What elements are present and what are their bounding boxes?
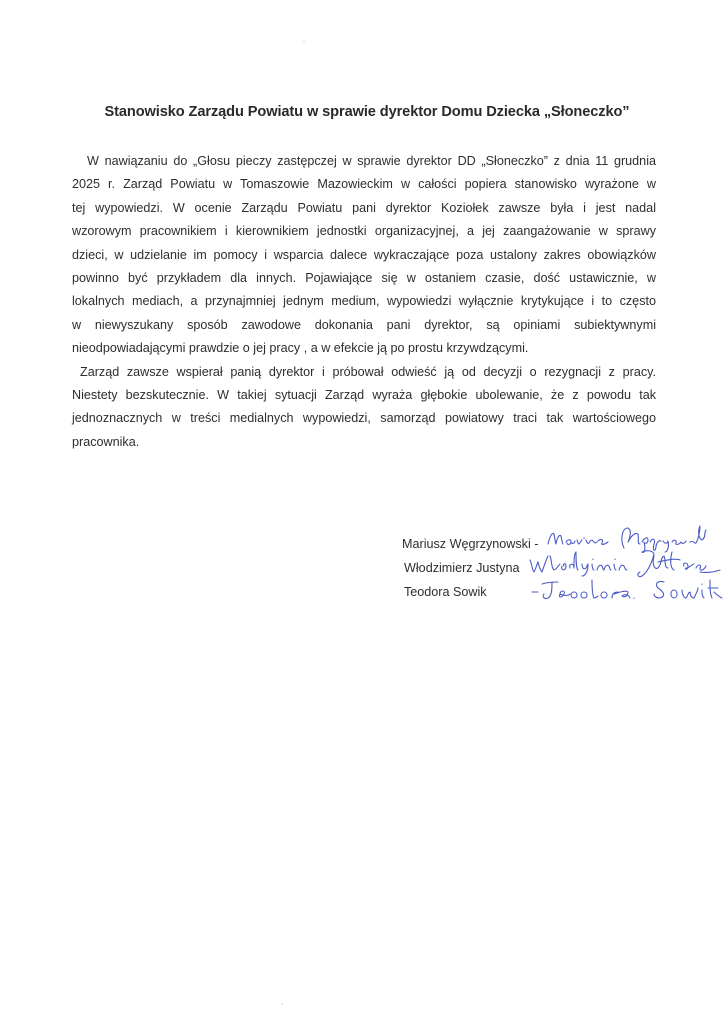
text-line: 2025 r. Zarząd Powiatu w Tomaszowie Mazowieckim w całości popiera stanowisko wyrażone w: [72, 177, 656, 192]
text-line: tej wypowiedzi. W ocenie Zarządu Powiatu pani dyrektor Koziołek zawsze była i jest nadal: [72, 200, 656, 215]
text-line: Niestety bezskutecznie. W takiej sytuacji Zarząd wyraża głębokie ubolewanie, że z powodu tak: [72, 387, 656, 402]
scan-speck: [281, 1003, 283, 1005]
text-line: wzorowym pracownikiem i kierownikiem jednostki organizacyjnej, a jej zaangażowanie w sprawy: [72, 224, 656, 239]
text-line: Zarząd zawsze wspierał panią dyrektor i próbował odwieść ją od decyzji o rezygnacji z pracy.: [80, 364, 656, 379]
signatory-name: Mariusz Węgrzynowski -: [402, 537, 539, 551]
scan-speck: [303, 41, 305, 43]
text-line: dzieci, w udzielanie im pomocy i wsparcia dalece wykraczające poza ustalony zakres obowiązków: [72, 247, 656, 262]
text-line: lokalnych mediach, a przynajmniej jednym medium, wypowiedzi wyłącznie krytykujące i to często: [72, 294, 656, 309]
signatory-name: Włodzimierz Justyna: [404, 561, 520, 575]
text-line: w niewyszukany sposób zawodowe dokonania pani dyrektor, są opiniami subiektywnymi: [72, 317, 656, 332]
text-line: nieodpowiadającymi prawdzie o jej pracy , a w efekcie ją po prostu krzywdzącymi.: [72, 341, 529, 356]
paragraph-2: [72, 361, 656, 455]
signature-row: [402, 580, 724, 604]
signature-block: [402, 532, 724, 604]
signatory-name: Teodora Sowik: [404, 585, 487, 599]
handwritten-signature: [530, 570, 724, 606]
document-body: [72, 150, 656, 454]
paragraph-1: [72, 150, 656, 361]
text-line: jednoznacznych w treści medialnych wypowiedzi, samorząd powiatowy traci tak wartościowego: [72, 411, 656, 426]
text-line: pracownika.: [72, 434, 140, 449]
text-line: W nawiązaniu do „Głosu pieczy zastępczej w sprawie dyrektor DD „Słoneczko” z dnia 11 grudnia: [87, 154, 656, 168]
text-line: powinno być przykładem dla innych. Pojawiające się w ostaniem czasie, dość ustawicznie, w: [72, 270, 656, 285]
document-title: Stanowisko Zarządu Powiatu w sprawie dyrektor Domu Dziecka „Słoneczko”: [104, 104, 630, 120]
